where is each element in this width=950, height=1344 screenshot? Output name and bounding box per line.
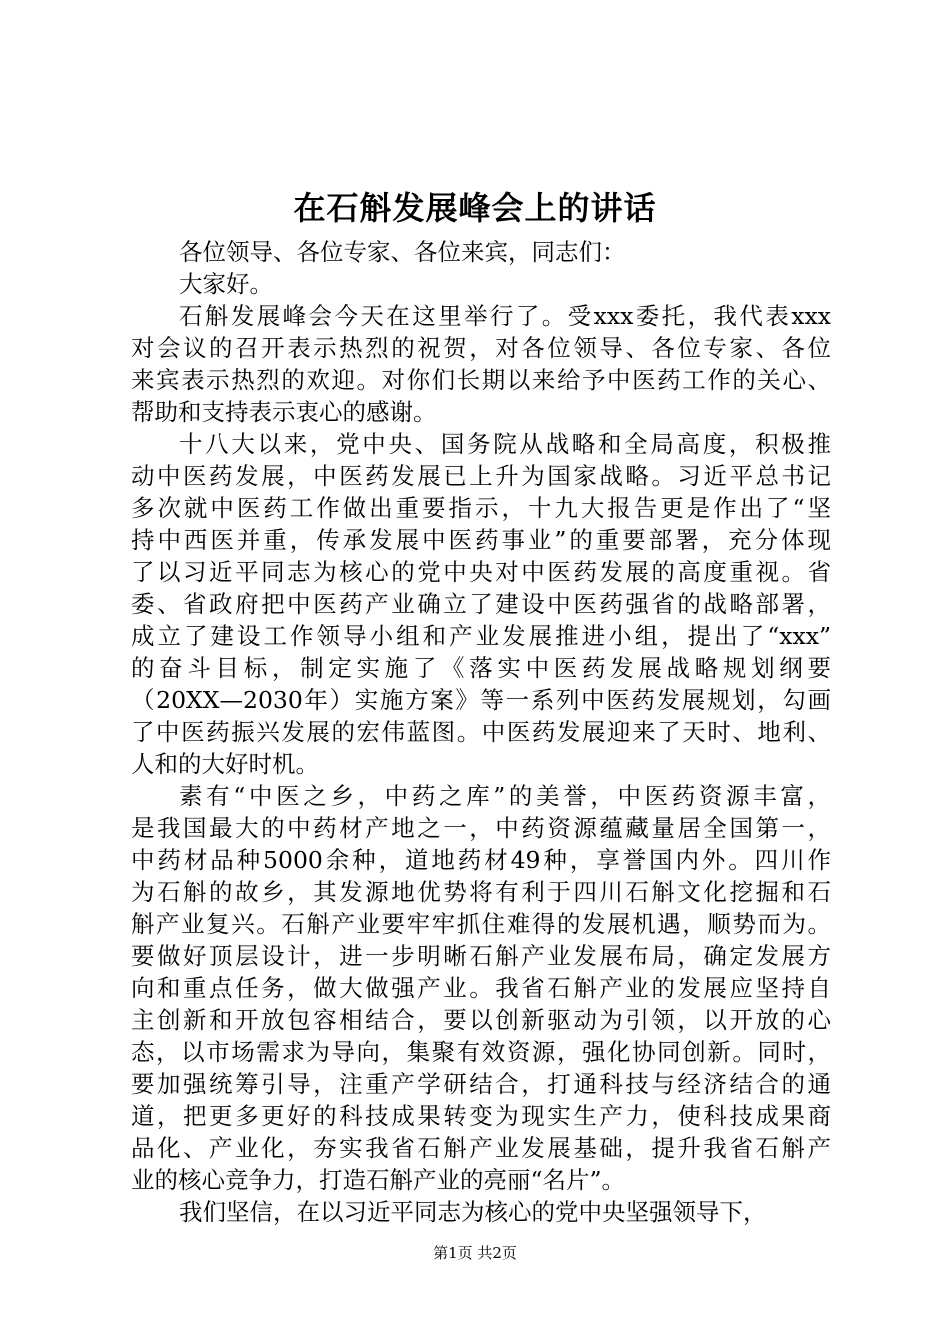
paragraph-line: 态，以市场需求为导向，集聚有效资源，强化协同创新。同时， [131, 1038, 831, 1066]
paragraph-line: 十八大以来，党中央、国务院从战略和全局高度，积极推 [179, 430, 831, 458]
paragraph-line: 为石斛的故乡，其发源地优势将有利于四川石斛文化挖掘和石 [131, 878, 831, 906]
paragraph-line: （20XX—2030年）实施方案》等一系列中医药发展规划，勾画 [131, 686, 831, 714]
paragraph-line: 素有“中医之乡，中药之库”的美誉，中医药资源丰富， [179, 782, 831, 810]
paragraph-line: 是我国最大的中药材产地之一，中药资源蕴藏量居全国第一， [131, 814, 831, 842]
paragraph-line: 持中西医并重，传承发展中医药事业”的重要部署，充分体现 [131, 526, 831, 554]
greeting-line: 大家好。 [179, 270, 273, 298]
paragraph-line: 人和的大好时机。 [131, 750, 319, 778]
page-number-footer: 第1页 共2页 [433, 1244, 517, 1262]
paragraph-line: 业的核心竞争力，打造石斛产业的亮丽“名片”。 [131, 1166, 626, 1194]
paragraph-line: 了中医药振兴发展的宏伟蓝图。中医药发展迎来了天时、地利、 [131, 718, 831, 746]
paragraph-line: 成立了建设工作领导小组和产业发展推进小组，提出了“xxx” [131, 622, 831, 650]
paragraph-line: 主创新和开放包容相结合，要以创新驱动为引领，以开放的心 [131, 1006, 831, 1034]
paragraph-line: 品化、产业化，夯实我省石斛产业发展基础，提升我省石斛产 [131, 1134, 831, 1162]
paragraph-line: 道，把更多更好的科技成果转变为现实生产力，使科技成果商 [131, 1102, 831, 1130]
paragraph-line: 中药材品种5000余种，道地药材49种，享誉国内外。四川作 [131, 846, 831, 874]
document-title: 在石斛发展峰会上的讲话 [293, 189, 657, 227]
paragraph-line: 我们坚信，在以习近平同志为核心的党中央坚强领导下， [179, 1198, 767, 1226]
paragraph-line: 对会议的召开表示热烈的祝贺，对各位领导、各位专家、各位 [131, 334, 831, 362]
paragraph-line: 了以习近平同志为核心的党中央对中医药发展的高度重视。省 [131, 558, 831, 586]
document-body [131, 236, 831, 1228]
paragraph-line: 向和重点任务，做大做强产业。我省石斛产业的发展应坚持自 [131, 974, 831, 1002]
paragraph-line: 石斛发展峰会今天在这里举行了。受xxx委托，我代表xxx [179, 302, 831, 330]
paragraph-line: 要做好顶层设计，进一步明晰石斛产业发展布局，确定发展方 [131, 942, 831, 970]
salutation-line: 各位领导、各位专家、各位来宾，同志们： [179, 238, 626, 266]
paragraph-line: 来宾表示热烈的欢迎。对你们长期以来给予中医药工作的关心、 [131, 366, 831, 394]
paragraph-line: 动中医药发展，中医药发展已上升为国家战略。习近平总书记 [131, 462, 831, 490]
paragraph-line: 斛产业复兴。石斛产业要牢牢抓住难得的发展机遇，顺势而为。 [131, 910, 831, 938]
paragraph-line: 要加强统筹引导，注重产学研结合，打通科技与经济结合的通 [131, 1070, 831, 1098]
paragraph-line: 的奋斗目标，制定实施了《落实中医药发展战略规划纲要 [131, 654, 831, 682]
paragraph-line: 帮助和支持表示衷心的感谢。 [131, 398, 437, 426]
paragraph-line: 多次就中医药工作做出重要指示，十九大报告更是作出了“坚 [131, 494, 831, 522]
paragraph-line: 委、省政府把中医药产业确立了建设中医药强省的战略部署， [131, 590, 831, 618]
